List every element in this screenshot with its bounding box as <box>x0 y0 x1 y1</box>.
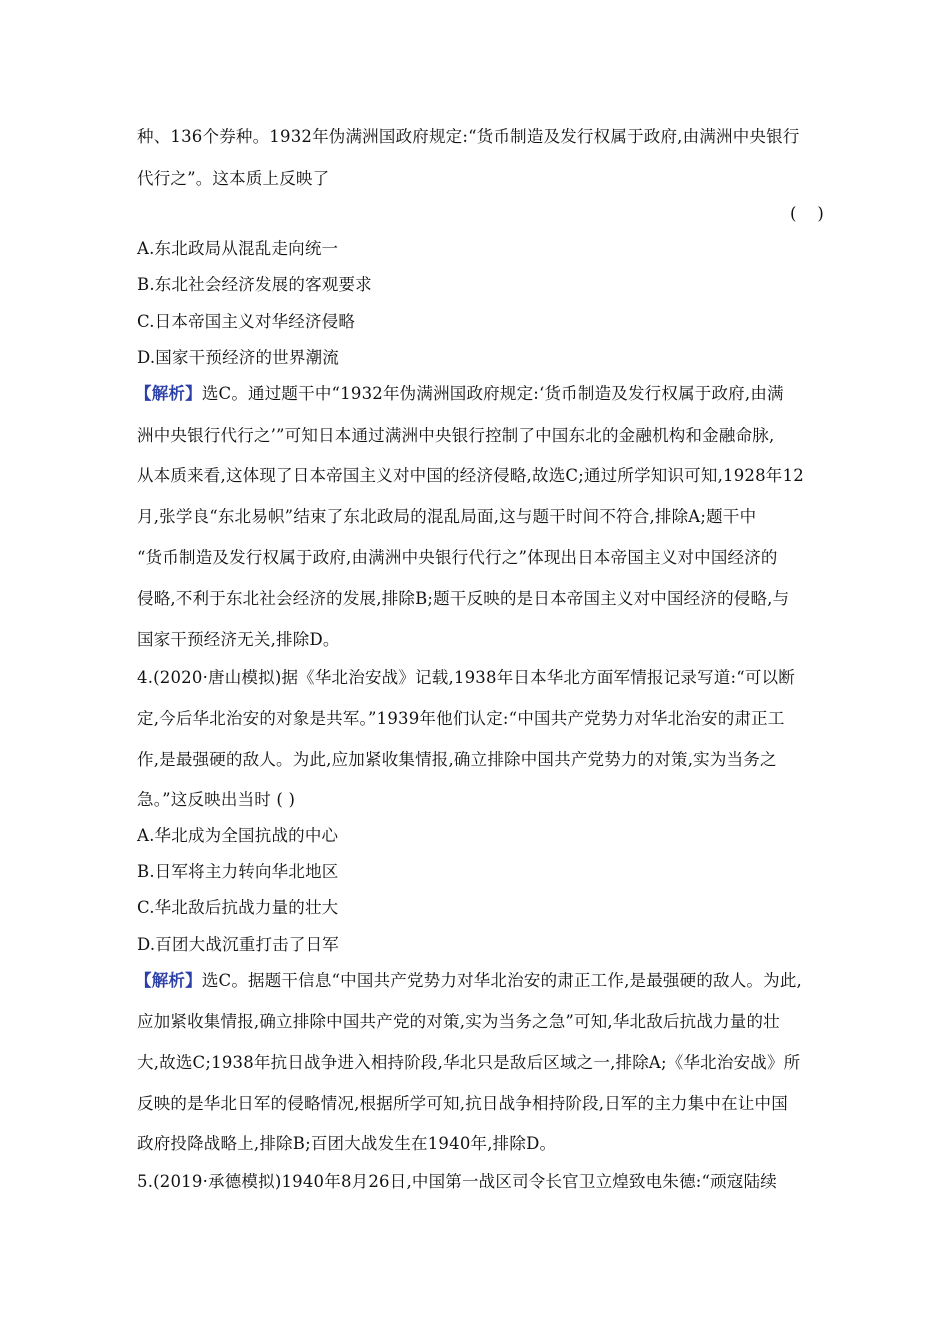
q4-option-c: C.华北敌后抗战力量的壮大 <box>137 898 339 917</box>
q3-analysis-line-2: 洲中央银行代行之’”可知日本通过满洲中央银行控制了中国东北的金融机构和金融命脉, <box>137 426 775 445</box>
q3-analysis-text: 选C。通过题干中“1932年伪满洲国政府规定:‘货币制造及发行权属于政府,由满 <box>201 384 784 403</box>
q4-stem-line-1: 4.(2020·唐山模拟)据《华北治安战》记载,1938年日本华北方面军情报记录写道:“可以断 <box>137 668 795 687</box>
q4-stem-line-4: 急。”这反映出当时 ( ) <box>137 790 296 809</box>
q4-analysis-text: 选C。据题干信息“中国共产党势力对华北治安的肃正工作,是最强硬的敌人。为此, <box>201 971 802 990</box>
q4-option-d: D.百团大战沉重打击了日军 <box>137 935 339 954</box>
analysis-tag: 【解析】 <box>135 971 202 990</box>
q4-stem-line-3: 作,是最强硬的敌人。为此,应加紧收集情报,确立排除中国共产党势力的对策,实为当务之 <box>137 750 777 769</box>
q3-stem-line-1: 种、136个券种。1932年伪满洲国政府规定:“货币制造及发行权属于政府,由满洲中央银行 <box>137 127 800 146</box>
q4-analysis-line-3: 大,故选C;1938年抗日战争进入相持阶段,华北只是敌后区域之一,排除A;《华北治安战》所 <box>137 1053 801 1072</box>
q4-analysis-line-4: 反映的是华北日军的侵略情况,根据所学可知,抗日战争相持阶段,日军的主力集中在让中国 <box>137 1094 788 1113</box>
q3-analysis-line-6: 侵略,不利于东北社会经济的发展,排除B;题干反映的是日本帝国主义对中国经济的侵略,与 <box>137 589 790 608</box>
q3-analysis-line-1 <box>135 382 815 406</box>
q3-answer-bracket: ( ) <box>790 204 824 223</box>
q4-option-b: B.日军将主力转向华北地区 <box>137 862 339 881</box>
q3-analysis-line-7: 国家干预经济无关,排除D。 <box>137 630 340 649</box>
q4-stem-line-2: 定,今后华北治安的对象是共军。”1939年他们认定:“中国共产党势力对华北治安的肃正工 <box>137 709 785 728</box>
q3-option-c: C.日本帝国主义对华经济侵略 <box>137 312 356 331</box>
q4-analysis-line-2: 应加紧收集情报,确立排除中国共产党的对策,实为当务之急”可知,华北敌后抗战力量的壮 <box>137 1012 780 1031</box>
q3-analysis-line-3: 从本质来看,这体现了日本帝国主义对中国的经济侵略,故选C;通过所学知识可知,1928年12 <box>137 466 804 485</box>
q3-stem-line-2: 代行之”。这本质上反映了 <box>137 169 330 188</box>
q3-option-a: A.东北政局从混乱走向统一 <box>137 239 339 258</box>
q4-analysis-line-5: 政府投降战略上,排除B;百团大战发生在1940年,排除D。 <box>137 1134 557 1153</box>
q3-option-b: B.东北社会经济发展的客观要求 <box>137 275 372 294</box>
q3-analysis-line-5: “货币制造及发行权属于政府,由满洲中央银行代行之”体现出日本帝国主义对中国经济的 <box>137 548 778 567</box>
q4-analysis-line-1 <box>135 969 815 993</box>
analysis-tag: 【解析】 <box>135 384 202 403</box>
q4-option-a: A.华北成为全国抗战的中心 <box>137 826 339 845</box>
q3-option-d: D.国家干预经济的世界潮流 <box>137 348 339 367</box>
q5-stem-line-1: 5.(2019·承德模拟)1940年8月26日,中国第一战区司令长官卫立煌致电朱德:“顽寇陆续 <box>137 1172 777 1191</box>
q3-analysis-line-4: 月,张学良“东北易帜”结束了东北政局的混乱局面,这与题干时间不符合,排除A;题干中 <box>137 507 757 526</box>
